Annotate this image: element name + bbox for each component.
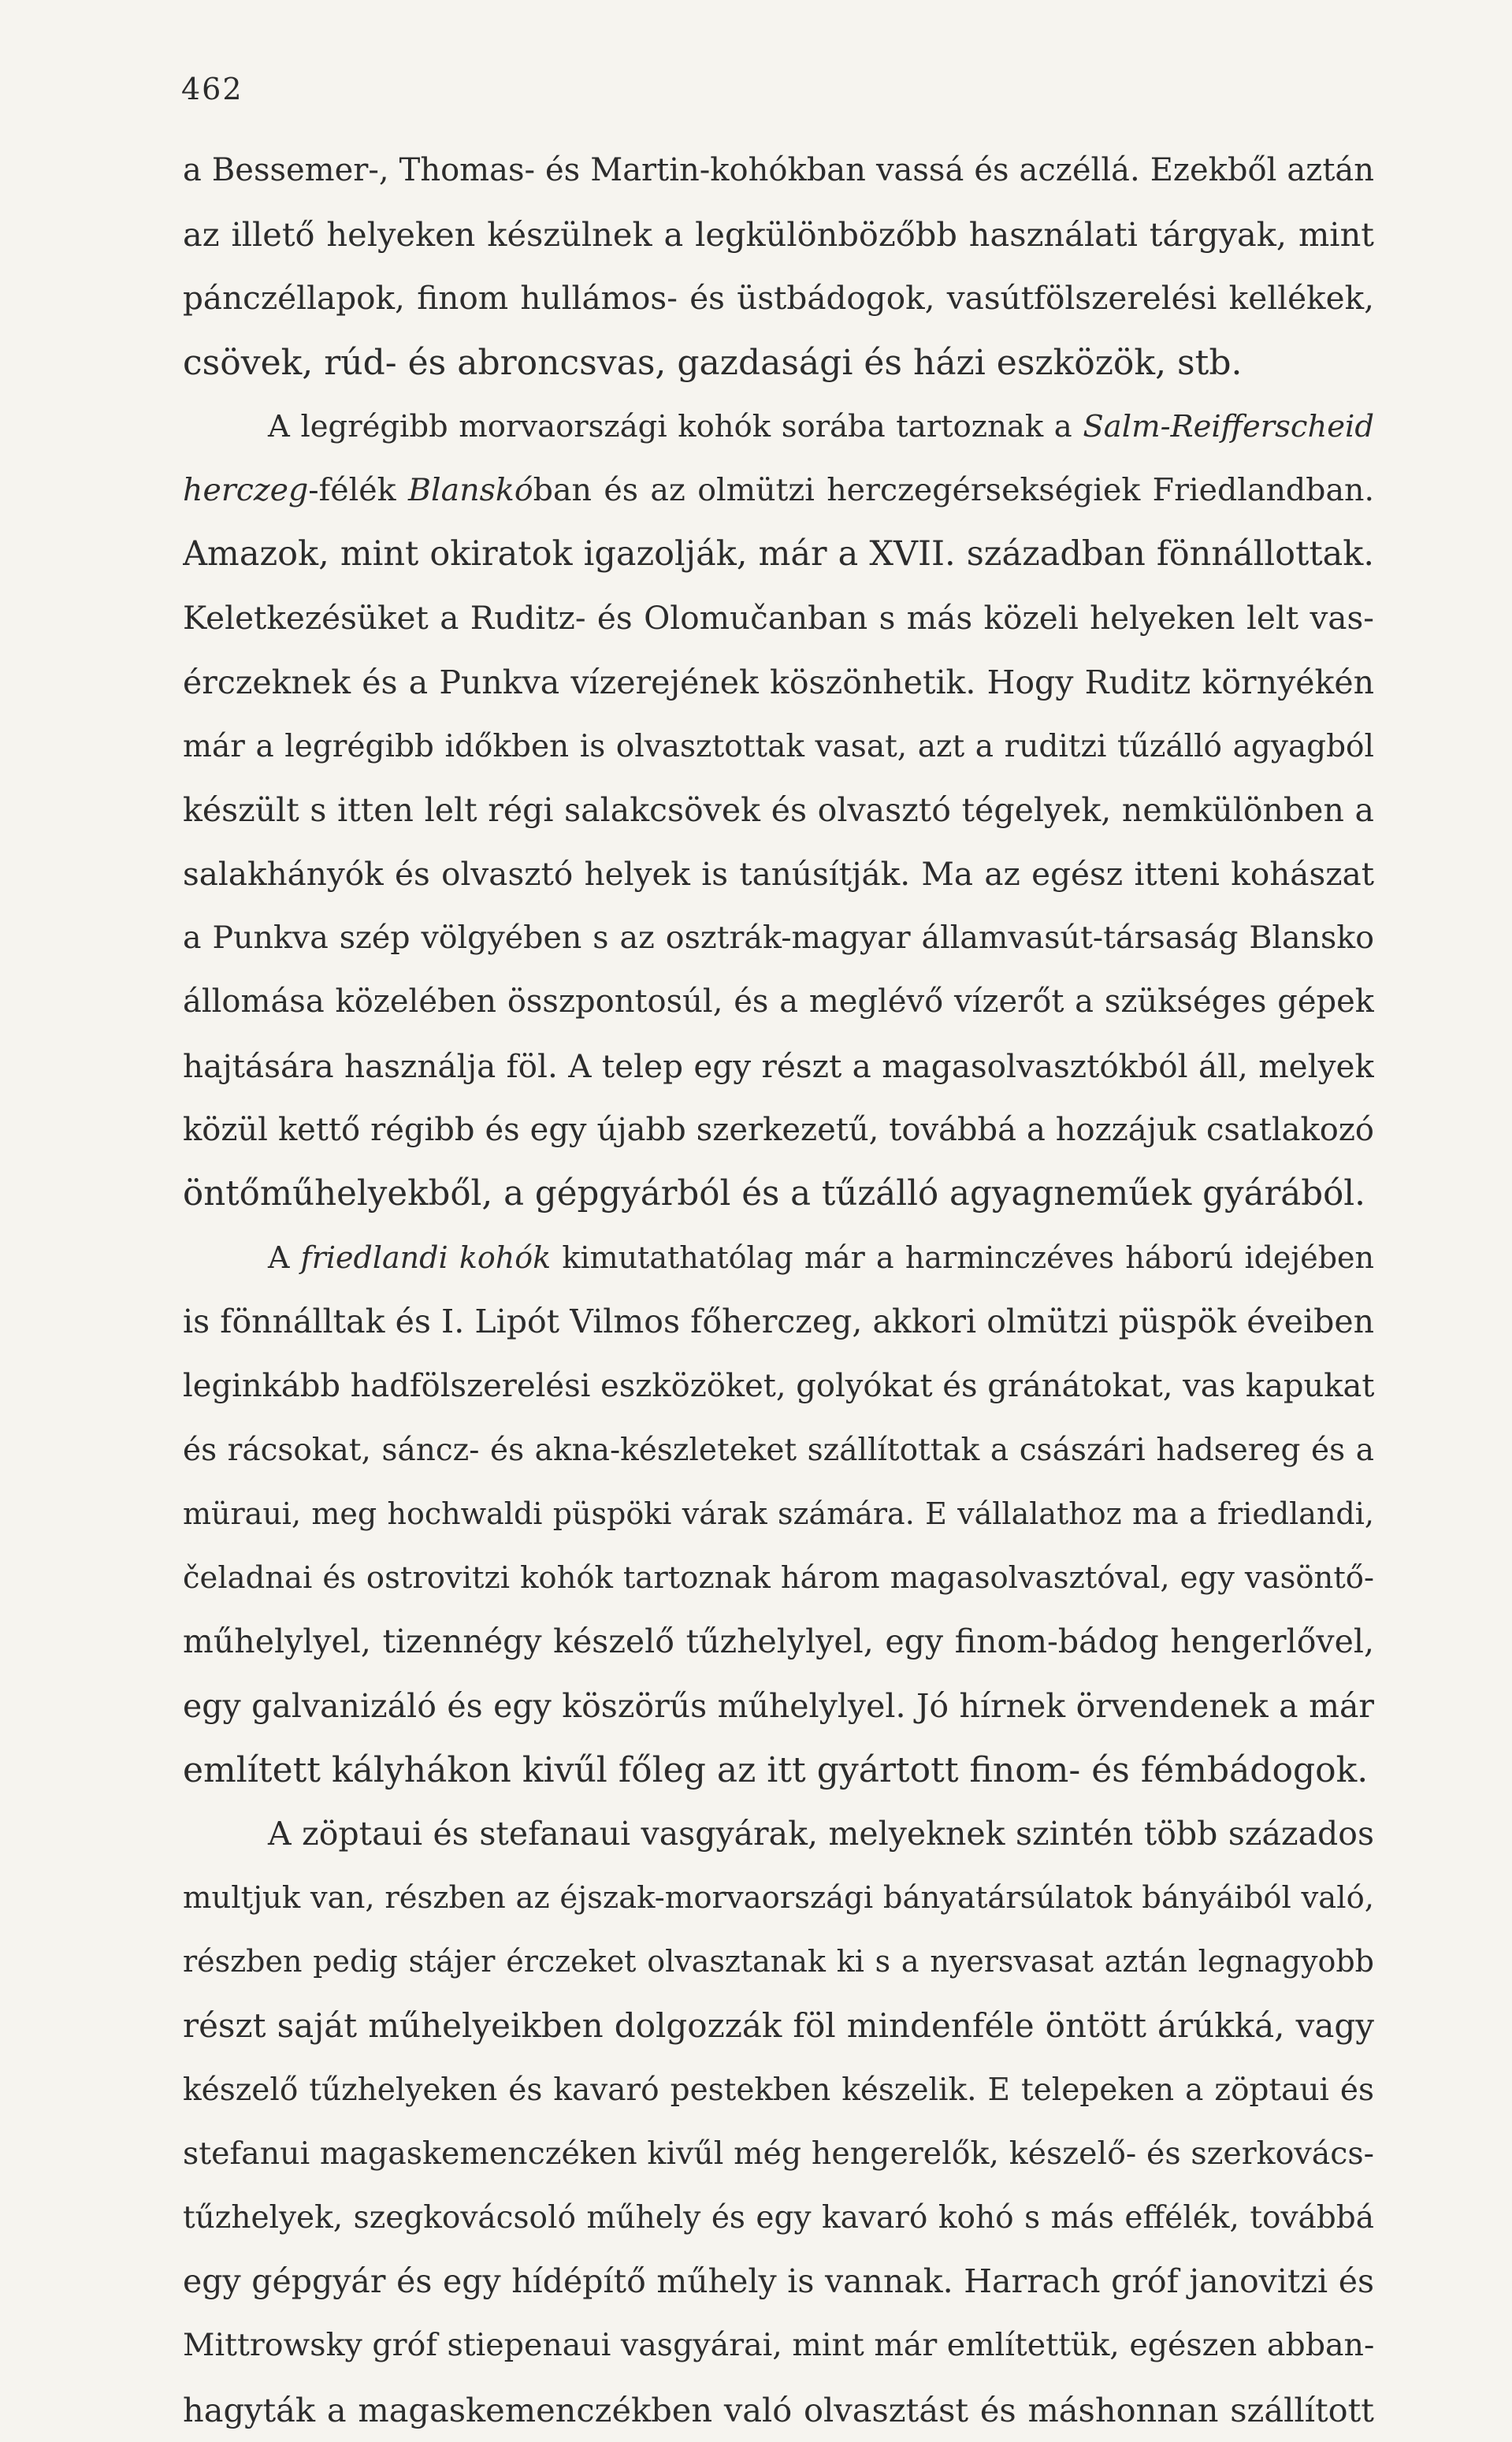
text-line <box>183 1930 1374 1994</box>
text-line <box>183 1866 1374 1930</box>
italic-text: herczeg <box>183 471 309 508</box>
text-line <box>183 1355 1374 1418</box>
text-line <box>183 970 1374 1034</box>
text-segment: öntőműhelyekből, a gépgyárból és a tűzálló agyagneműek gyárából. <box>183 1174 1366 1214</box>
text-line <box>183 1802 1374 1866</box>
text-segment: leginkább hadfölszerelési eszközöket, golyókat és gránátokat, vas kapukat <box>183 1367 1374 1404</box>
text-line <box>183 522 1374 586</box>
text-line <box>183 459 1374 522</box>
text-body <box>183 139 1374 2442</box>
text-line <box>183 715 1374 779</box>
text-segment: részben pedig stájer érczeket olvasztanak ki s a nyersvasat aztán legnagyobb <box>183 1944 1374 1979</box>
text-segment: tűzhelyek, szegkovácsoló műhely és egy kavaró kohó s más effélék, továbbá <box>183 2200 1374 2236</box>
text-segment: Amazok, mint okiratok igazolják, már a XVII. században fönnállottak. <box>183 534 1374 574</box>
text-segment: már a legrégibb időkben is olvasztottak vasat, azt a ruditzi tűzálló agyagból <box>183 728 1374 764</box>
text-line <box>183 1994 1374 2057</box>
text-line <box>183 1674 1374 1738</box>
text-segment: hagyták a magaskemenczékben való olvasztást és máshonnan szállított <box>183 2390 1374 2429</box>
text-line <box>183 2250 1374 2314</box>
text-line <box>183 2122 1374 2186</box>
text-line <box>183 2186 1374 2250</box>
text-segment: čeladnai és ostrovitzi kohók tartoznak három magasolvasztóval, egy vasöntő- <box>183 1560 1374 1596</box>
text-line <box>183 586 1374 650</box>
text-segment: A legrégibb morvaországi kohók sorába tartoznak a <box>268 408 1083 444</box>
text-segment: kimutathatólag már a harminczéves háború idejében <box>551 1240 1374 1276</box>
text-segment: egy galvanizáló és egy köszörűs műhelylyel. Jó hírnek örvendenek a már <box>183 1686 1374 1725</box>
text-segment: Keletkezésüket a Ruditz- és Olomučanban s más közeli helyeken lelt vas- <box>183 599 1374 637</box>
text-segment: Mittrowsky gróf stiepenaui vasgyárai, mint már említettük, egészen abban- <box>183 2327 1374 2364</box>
text-segment: részt saját műhelyeikben dolgozzák föl mindenféle öntött árúkká, vagy <box>183 2006 1374 2046</box>
text-segment: készült s itten lelt régi salakcsövek és olvasztó tégelyek, nemkülönben a <box>183 790 1374 829</box>
text-line <box>183 1482 1374 1546</box>
text-segment: közül kettő régibb és egy újabb szerkezetű, továbbá a hozzájuk csatlakozó <box>183 1111 1374 1148</box>
text-segment: csövek, rúd- és abroncsvas, gazdasági és házi eszközök, stb. <box>183 342 1243 383</box>
text-line <box>183 779 1374 842</box>
text-segment: az illető helyeken készülnek a legkülönbözőbb használati tárgyak, mint <box>183 215 1374 255</box>
text-line <box>183 906 1374 970</box>
italic-text: Blanskó <box>408 471 533 508</box>
text-segment: érczeknek és a Punkva vízerejének köszönhetik. Hogy Ruditz környékén <box>183 663 1374 701</box>
page-number: 462 <box>181 72 243 106</box>
text-segment: és rácsokat, sáncz- és akna-készleteket szállítottak a császári hadsereg és a <box>183 1432 1374 1468</box>
text-line <box>183 1226 1374 1290</box>
italic-text: Salm-Reifferscheid <box>1083 408 1374 444</box>
text-line <box>183 1738 1374 1802</box>
text-line <box>183 395 1374 459</box>
text-line <box>183 1546 1374 1610</box>
text-segment: is fönnálltak és I. Lipót Vilmos főherczeg, akkori olmützi püspök éveiben <box>183 1303 1374 1341</box>
text-line <box>183 331 1374 395</box>
italic-text: friedlandi kohók <box>300 1240 552 1276</box>
text-line <box>183 1610 1374 1674</box>
text-segment: multjuk van, részben az éjszak-morvaországi bányatársúlatok bányáiból való, <box>183 1880 1374 1916</box>
text-line <box>183 203 1374 266</box>
text-line <box>183 651 1374 715</box>
text-segment: salakhányók és olvasztó helyek is tanúsítják. Ma az egész itteni kohászat <box>183 855 1374 894</box>
text-line <box>183 1162 1374 1226</box>
text-segment: a Bessemer-, Thomas- és Martin-kohókban vassá és aczéllá. Ezekből aztán <box>183 152 1374 188</box>
text-line <box>183 2314 1374 2377</box>
text-line <box>183 2058 1374 2122</box>
text-segment: A <box>268 1240 301 1276</box>
text-line <box>183 139 1374 203</box>
text-segment: hajtására használja föl. A telep egy részt a magasolvasztókból áll, melyek <box>183 1046 1374 1085</box>
text-segment: állomása közelében összpontosúl, és a meglévő vízerőt a szükséges gépek <box>183 983 1374 1020</box>
text-segment: említett kályhákon kivűl főleg az itt gyártott finom- és fémbádogok. <box>183 1749 1369 1790</box>
text-line <box>183 1290 1374 1354</box>
text-line <box>183 1035 1374 1098</box>
text-segment: egy gépgyár és egy hídépítő műhely is vannak. Harrach gróf janovitzi és <box>183 2262 1374 2301</box>
text-segment: müraui, meg hochwaldi püspöki várak számára. E vállalathoz ma a friedlandi, <box>183 1496 1374 1531</box>
text-line <box>183 842 1374 906</box>
text-line <box>183 1418 1374 1482</box>
text-segment: pánczéllapok, finom hullámos- és üstbádogok, vasútfölszerelési kellékek, <box>183 279 1374 318</box>
text-segment: A zöptaui és stefanaui vasgyárak, melyeknek szintén több százados <box>268 1814 1374 1853</box>
text-segment: a Punkva szép völgyében s az osztrák-magyar államvasút-társaság Blansko <box>183 920 1374 957</box>
text-line <box>183 266 1374 330</box>
text-segment: készelő tűzhelyeken és kavaró pestekben készelik. E telepeken a zöptaui és <box>183 2072 1374 2108</box>
text-segment: műhelylyel, tizennégy készelő tűzhelylyel, egy finom-bádog hengerlővel, <box>183 1622 1374 1661</box>
text-segment: ban és az olmützi herczegérsekségiek Friedlandban. <box>533 471 1374 508</box>
text-segment: -félék <box>308 471 409 508</box>
text-segment: stefanui magaskemenczéken kivűl még hengerelők, készelő- és szerkovács- <box>183 2135 1374 2172</box>
text-line <box>183 2378 1374 2442</box>
text-line <box>183 1098 1374 1162</box>
